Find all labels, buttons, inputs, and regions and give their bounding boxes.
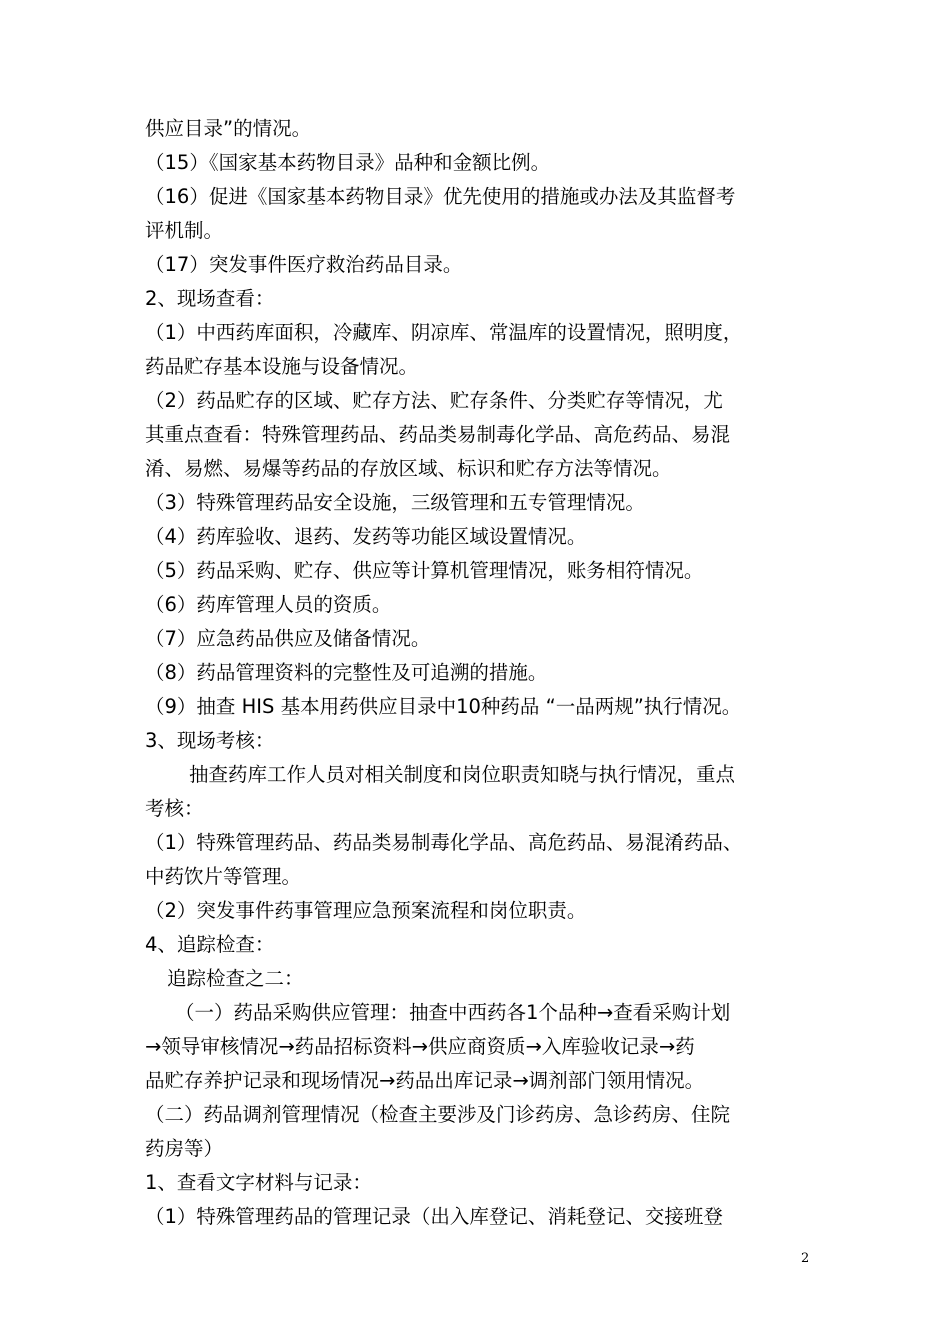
text-line: （9）抽查 HIS 基本用药供应目录中10种药品 “一品两规”执行情况。: [145, 695, 742, 718]
text-line: 追踪检查之二：: [167, 967, 304, 990]
section-heading: 3、现场考核：: [145, 729, 275, 752]
text-line: 中药饮片等管理。: [145, 865, 302, 888]
text-line: （1）特殊管理药品的管理记录（出入库登记、消耗登记、交接班登: [145, 1205, 723, 1228]
text-line: （2）突发事件药事管理应急预案流程和岗位职责。: [145, 899, 587, 922]
text-line: （15）《国家基本药物目录》品种和金额比例。: [145, 151, 551, 174]
text-line: （17）突发事件医疗救治药品目录。: [145, 253, 463, 276]
section-heading: 4、追踪检查：: [145, 933, 275, 956]
text-line: 评机制。: [145, 219, 224, 242]
text-line: （一）药品采购供应管理：抽查中西药各1个品种→查看采购计划: [175, 1001, 731, 1024]
text-line: 药品贮存基本设施与设备情况。: [145, 355, 419, 378]
section-heading: 1、查看文字材料与记录：: [145, 1171, 372, 1194]
document-body: [145, 112, 810, 1234]
text-line: 供应目录”的情况。: [145, 117, 312, 140]
text-line: （4）药库验收、退药、发药等功能区域设置情况。: [145, 525, 587, 548]
text-line: →领导审核情况→药品招标资料→供应商资质→入库验收记录→药: [145, 1035, 695, 1058]
text-line: （6）药库管理人员的资质。: [145, 593, 392, 616]
text-line: 其重点查看：特殊管理药品、药品类易制毒化学品、高危药品、易混: [145, 423, 731, 446]
text-line: （二）药品调剂管理情况（检查主要涉及门诊药房、急诊药房、住院: [145, 1103, 731, 1126]
text-line: （16）促进《国家基本药物目录》优先使用的措施或办法及其监督考: [145, 185, 736, 208]
text-line: （8）药品管理资料的完整性及可追溯的措施。: [145, 661, 548, 684]
section-heading: 2、现场查看：: [145, 287, 275, 310]
text-line: 药房等）: [145, 1137, 224, 1160]
text-line: （5）药品采购、贮存、供应等计算机管理情况，账务相符情况。: [145, 559, 704, 582]
text-line: 抽查药库工作人员对相关制度和岗位职责知晓与执行情况，重点: [189, 763, 736, 786]
text-line: （1）中西药库面积，冷藏库、阴凉库、常温库的设置情况，照明度，: [145, 321, 743, 344]
text-line: 淆、易燃、易爆等药品的存放区域、标识和贮存方法等情况。: [145, 457, 672, 480]
text-line: （3）特殊管理药品安全设施，三级管理和五专管理情况。: [145, 491, 645, 514]
text-line: （2）药品贮存的区域、贮存方法、贮存条件、分类贮存等情况，尤: [145, 389, 723, 412]
text-line: （7）应急药品供应及储备情况。: [145, 627, 431, 650]
text-line: 考核：: [145, 797, 204, 820]
text-line: （1）特殊管理药品、药品类易制毒化学品、高危药品、易混淆药品、: [145, 831, 743, 854]
page-number: 2: [801, 1251, 810, 1266]
text-line: 品贮存养护记录和现场情况→药品出库记录→调剂部门领用情况。: [145, 1069, 705, 1092]
